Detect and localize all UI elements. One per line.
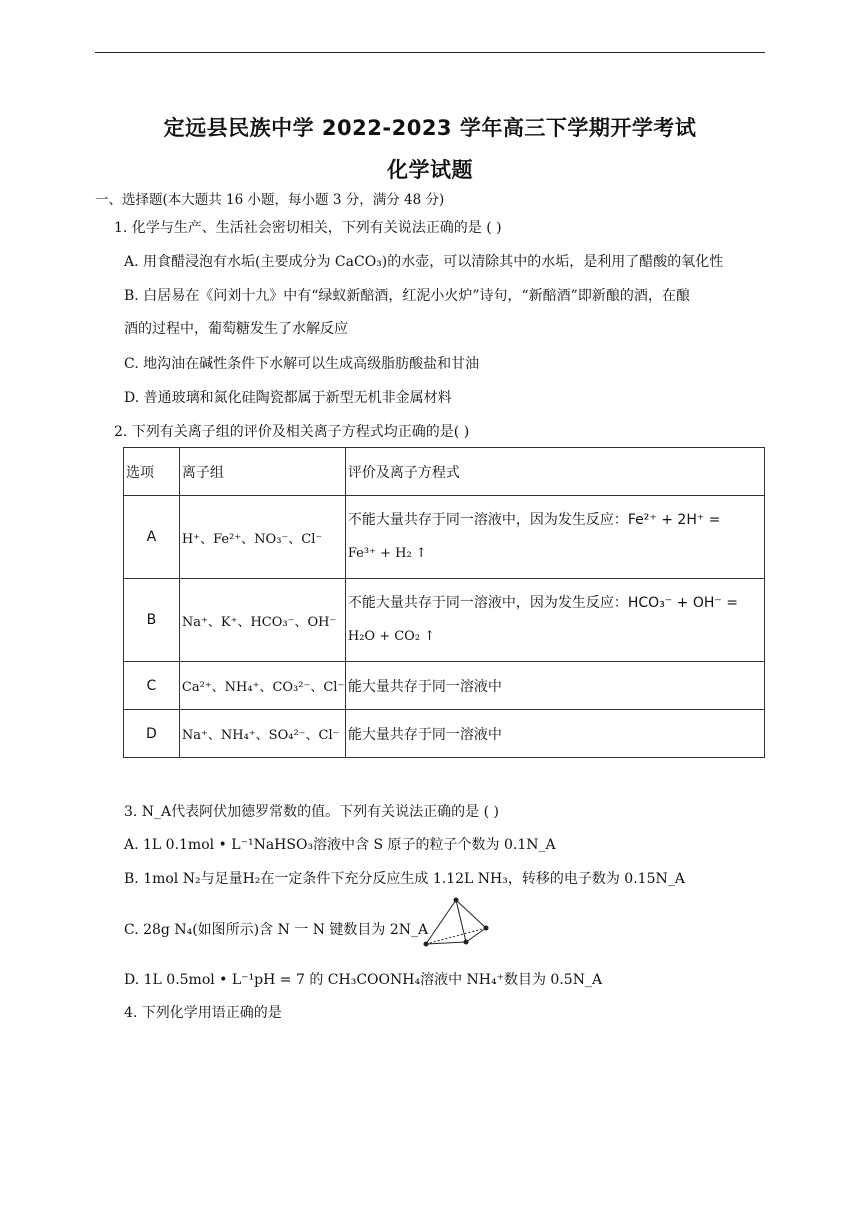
option-cell: A <box>124 496 180 579</box>
evaluation-equation: Fe³⁺ + H₂ ↑ <box>347 546 427 561</box>
q1-option-d: D. 普通玻璃和氮化硅陶瓷都属于新型无机非金属材料 <box>124 390 452 406</box>
page-title: 定远县民族中学 2022-2023 学年高三下学期开学考试 <box>163 116 697 140</box>
q1-option-b-line1: B. 白居易在《问刘十九》中有“绿蚁新醅酒，红泥小火炉”诗句，“新醅酒”即新酿的酒，在酿 <box>124 288 690 304</box>
evaluation-cell <box>345 579 764 662</box>
ion-group-cell: H⁺、Fe²⁺、NO₃⁻、Cl⁻ <box>179 496 345 579</box>
page-subtitle: 化学试题 <box>387 158 473 182</box>
ion-group-cell: Ca²⁺、NH₄⁺、CO₃²⁻、Cl⁻ <box>179 662 345 710</box>
q1-option-c: C. 地沟油在碱性条件下水解可以生成高级脂肪酸盐和甘油 <box>124 356 480 372</box>
evaluation-cell: 能大量共存于同一溶液中 <box>345 710 764 758</box>
q1-option-a: A. 用食醋浸泡有水垢(主要成分为 CaCO₃)的水壶，可以清除其中的水垢，是利用了醋酸的氧化性 <box>124 254 724 270</box>
evaluation-cell <box>345 496 764 579</box>
q3-option-b: B. 1mol N₂与足量H₂在一定条件下充分反应生成 1.12L NH₃，转移的电子数为 0.15N_A <box>124 871 685 887</box>
q1-stem: 1. 化学与生产、生活社会密切相关，下列有关说法正确的是 ( ) <box>114 220 502 236</box>
option-cell: D <box>124 710 180 758</box>
section-heading: 一、选择题(本大题共 16 小题，每小题 3 分，满分 48 分) <box>95 192 445 208</box>
q1-option-b-line2: 酒的过程中，葡萄糖发生了水解反应 <box>124 321 348 337</box>
table-header-cell: 评价及离子方程式 <box>345 448 764 496</box>
q4-stem: 4. 下列化学用语正确的是 <box>124 1005 282 1021</box>
table-row <box>124 662 765 710</box>
evaluation-line: 不能大量共存于同一溶液中，因为发生反应：Fe²⁺ + 2H⁺ = <box>347 512 721 528</box>
header-rule <box>95 52 765 53</box>
table-header-cell: 选项 <box>124 448 180 496</box>
table-row <box>124 496 765 579</box>
ion-group-cell: Na⁺、NH₄⁺、SO₄²⁻、Cl⁻ <box>179 710 345 758</box>
evaluation-line: 不能大量共存于同一溶液中，因为发生反应：HCO₃⁻ + OH⁻ = <box>347 595 738 611</box>
q3-option-c: C. 28g N₄(如图所示)含 N 一 N 键数目为 2N_A <box>124 922 429 938</box>
table-row <box>124 579 765 662</box>
ion-group-cell: Na⁺、K⁺、HCO₃⁻、OH⁻ <box>179 579 345 662</box>
q2-table <box>123 447 765 758</box>
evaluation-cell: 能大量共存于同一溶液中 <box>345 662 764 710</box>
evaluation-equation: H₂O + CO₂ ↑ <box>347 629 436 644</box>
q2-stem: 2. 下列有关离子组的评价及相关离子方程式均正确的是( ) <box>114 424 470 440</box>
q3-option-d: D. 1L 0.5mol • L⁻¹pH = 7 的 CH₃COONH₄溶液中 NH₄⁺数目为 0.5N_A <box>124 972 603 988</box>
option-cell: C <box>124 662 180 710</box>
q3-stem: 3. N_A代表阿伏加德罗常数的值。下列有关说法正确的是 ( ) <box>124 804 499 820</box>
table-header-row <box>124 448 765 496</box>
table-header-cell: 离子组 <box>179 448 345 496</box>
option-cell: B <box>124 579 180 662</box>
table-row <box>124 710 765 758</box>
n4-tetrahedron-figure <box>422 896 494 952</box>
q3-option-a: A. 1L 0.1mol • L⁻¹NaHSO₃溶液中含 S 原子的粒子个数为 0.1N_A <box>124 837 556 853</box>
